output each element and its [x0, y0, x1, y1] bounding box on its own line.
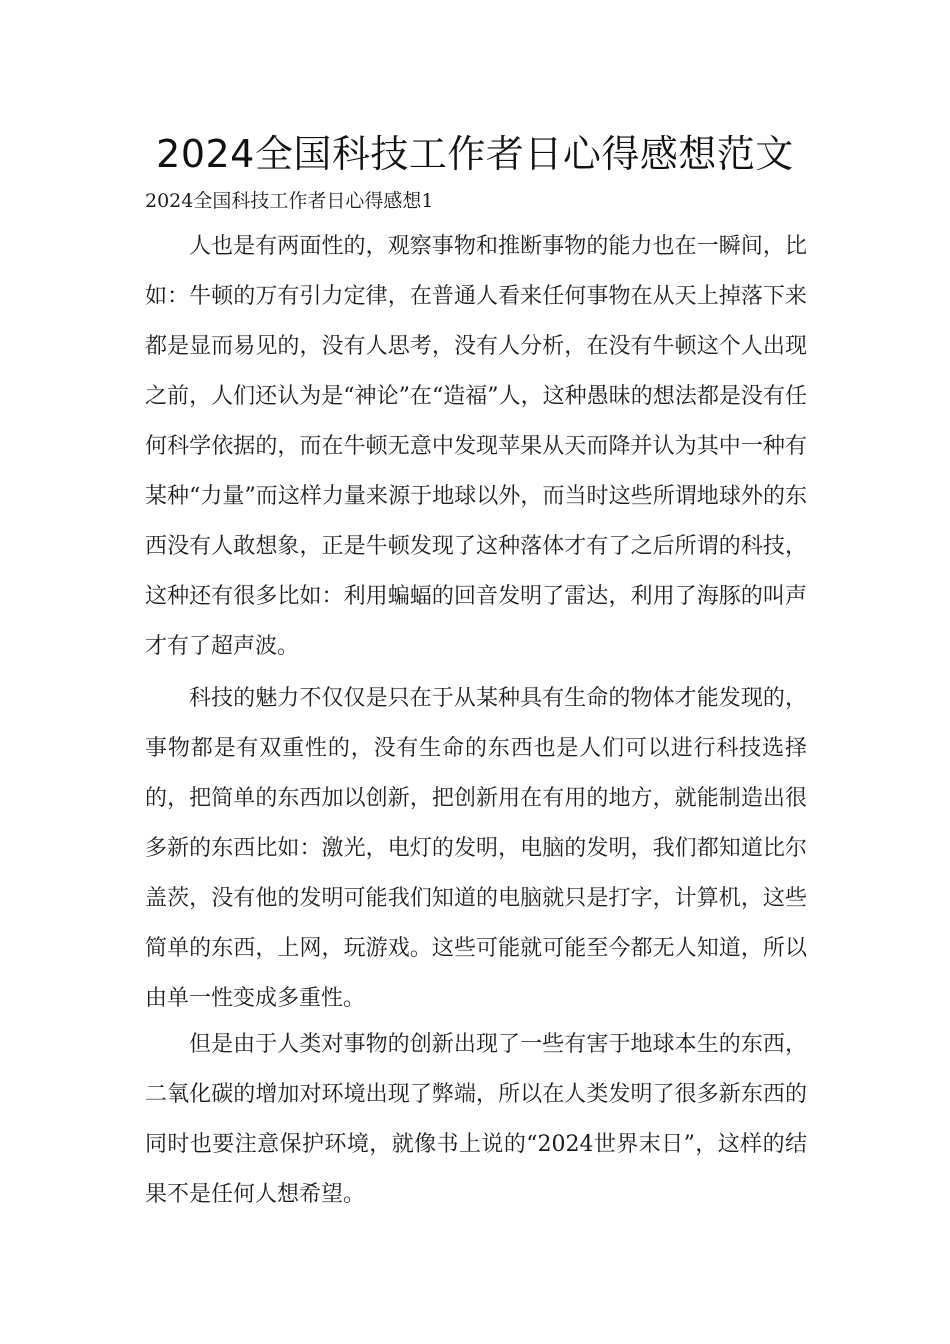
- document-title: 2024全国科技工作者日心得感想范文: [156, 132, 794, 176]
- document-subtitle: 2024全国科技工作者日心得感想1: [145, 190, 434, 212]
- paragraph-3: 但是由于人类对事物的创新出现了一些有害于地球本生的东西，二氧化碳的增加对环境出现了弊端，所以在人类发明了很多新东西的同时也要注意保护环境，就像书上说的“2024世界末日”，这样的结果不是任何人想希望。: [145, 1032, 808, 1207]
- paragraph-1: 人也是有两面性的，观察事物和推断事物的能力也在一瞬间，比如：牛顿的万有引力定律，在普通人看来任何事物在从天上掉落下来都是显而易见的，没有人思考，没有人分析，在没有牛顿这个人出现之前，人们还认为是“神论”在“造福”人，这种愚昧的想法都是没有任何科学依据的，而在牛顿无意中发现苹果从天而降并认为其中一种有某种“力量”而这样力量来源于地球以外，而当时这些所谓地球外的东西没有人敢想象，正是牛顿发现了这种落体才有了之后所谓的科技，这种还有很多比如：利用蝙蝠的回音发明了雷达，利用了海豚的叫声才有了超声波。: [145, 234, 807, 659]
- paragraph-2: 科技的魅力不仅仅是只在于从某种具有生命的物体才能发现的，事物都是有双重性的，没有生命的东西也是人们可以进行科技选择的，把简单的东西加以创新，把创新用在有用的地方，就能制造出很多新的东西比如：激光，电灯的发明，电脑的发明，我们都知道比尔盖茨，没有他的发明可能我们知道的电脑就只是打字，计算机，这些简单的东西，上网，玩游戏。这些可能就可能至今都无人知道，所以由单一性变成多重性。: [145, 686, 807, 1011]
